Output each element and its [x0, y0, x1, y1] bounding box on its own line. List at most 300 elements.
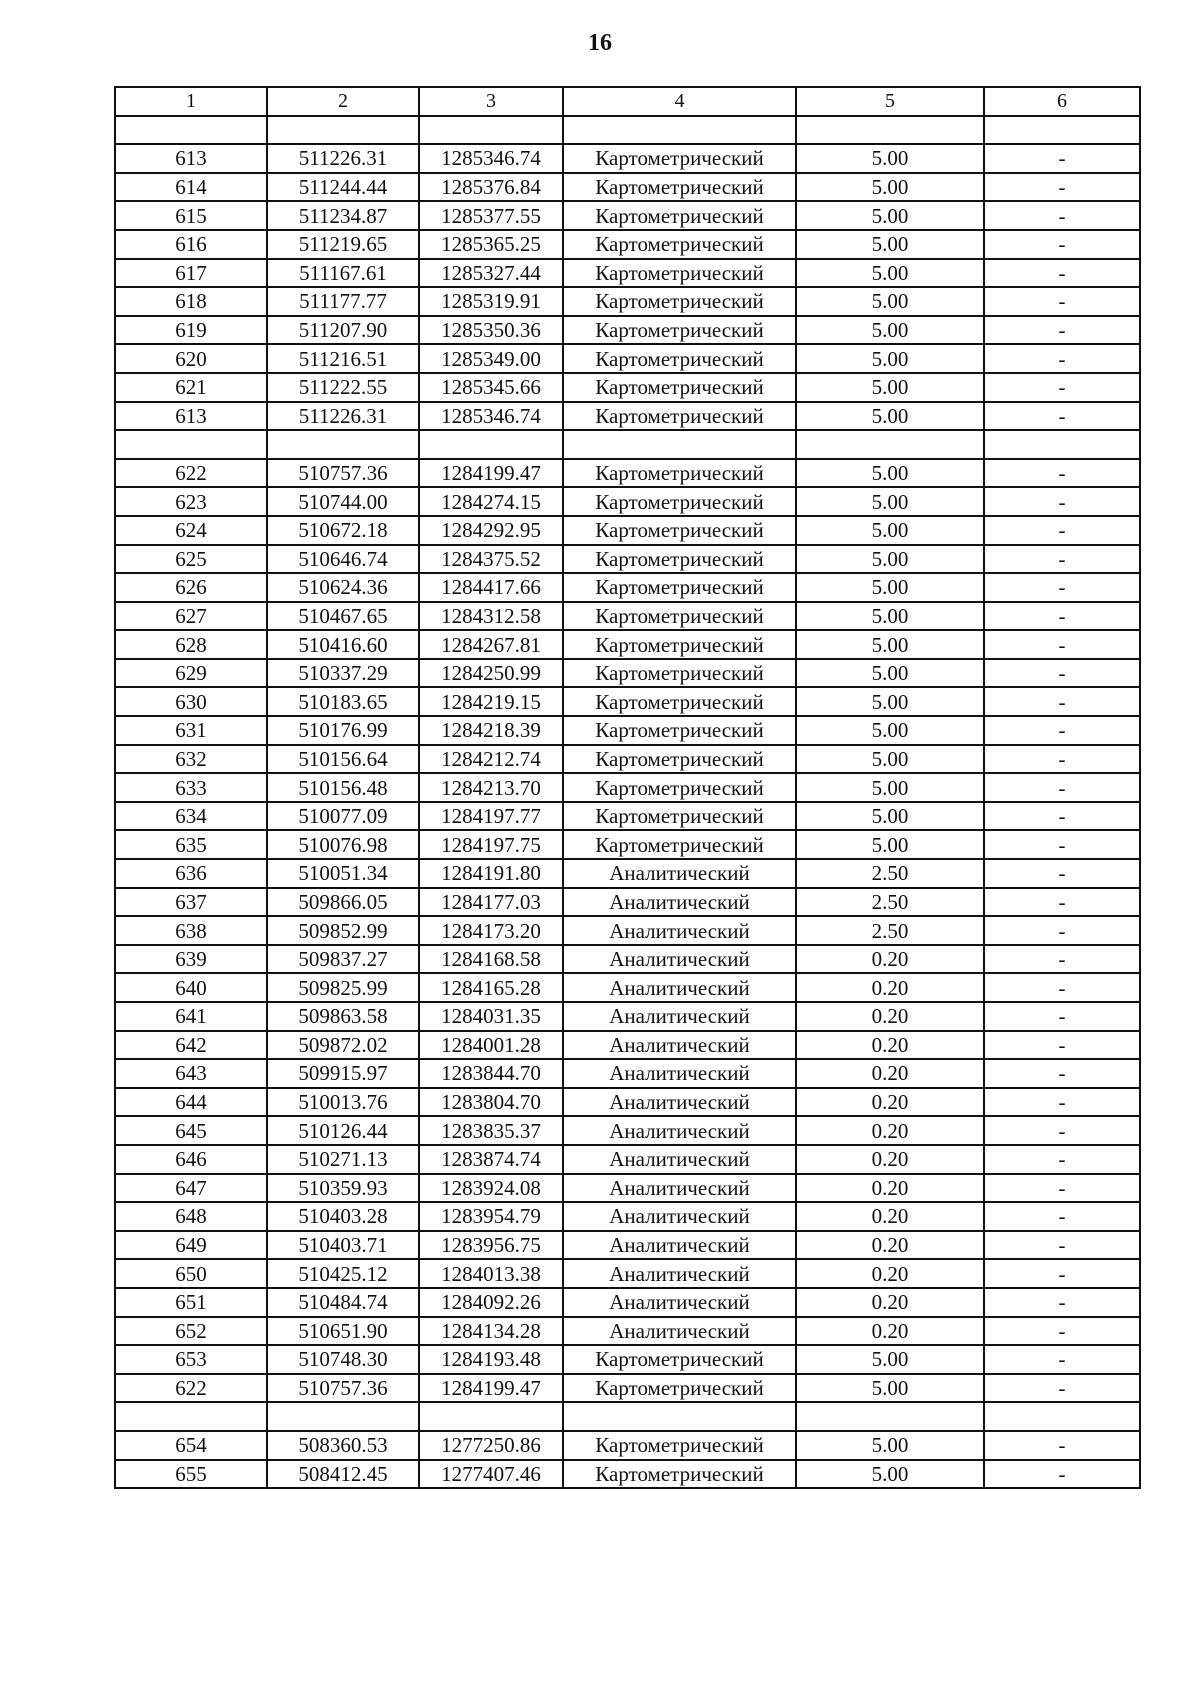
x-coordinate-cell: 511234.87	[267, 201, 419, 230]
accuracy-cell: 5.00	[796, 1345, 984, 1374]
remark-cell: -	[984, 201, 1140, 230]
y-coordinate-cell: 1284165.28	[419, 973, 563, 1002]
accuracy-cell: 2.50	[796, 916, 984, 945]
accuracy-cell: 5.00	[796, 316, 984, 345]
remark-cell: -	[984, 945, 1140, 974]
y-coordinate-cell: 1285346.74	[419, 144, 563, 173]
point-number-cell: 650	[115, 1259, 267, 1288]
point-number-cell: 646	[115, 1145, 267, 1174]
method-cell: Картометрический	[563, 1345, 796, 1374]
x-coordinate-cell: 511219.65	[267, 230, 419, 259]
table-row	[115, 659, 1140, 688]
point-number-cell: 652	[115, 1317, 267, 1346]
point-number-cell: 622	[115, 459, 267, 488]
point-number-cell: 613	[115, 144, 267, 173]
remark-cell: -	[984, 144, 1140, 173]
table-row	[115, 1374, 1140, 1403]
method-cell: Картометрический	[563, 716, 796, 745]
table-row	[115, 745, 1140, 774]
y-coordinate-cell: 1285346.74	[419, 402, 563, 431]
point-number-cell: 627	[115, 602, 267, 631]
point-number-cell: 630	[115, 687, 267, 716]
remark-cell: -	[984, 402, 1140, 431]
accuracy-cell: 0.20	[796, 1031, 984, 1060]
method-cell: Картометрический	[563, 602, 796, 631]
remark-cell: -	[984, 830, 1140, 859]
x-coordinate-cell: 510646.74	[267, 545, 419, 574]
remark-cell: -	[984, 602, 1140, 631]
x-coordinate-cell: 510337.29	[267, 659, 419, 688]
method-cell: Картометрический	[563, 516, 796, 545]
column-header: 3	[419, 87, 563, 116]
method-cell: Картометрический	[563, 545, 796, 574]
accuracy-cell: 5.00	[796, 802, 984, 831]
y-coordinate-cell: 1277407.46	[419, 1460, 563, 1489]
table-row	[115, 1431, 1140, 1460]
x-coordinate-cell: 509915.97	[267, 1059, 419, 1088]
table-row	[115, 1174, 1140, 1203]
table-row	[115, 1288, 1140, 1317]
y-coordinate-cell: 1284193.48	[419, 1345, 563, 1374]
method-cell: Картометрический	[563, 373, 796, 402]
table-row	[115, 402, 1140, 431]
remark-cell: -	[984, 630, 1140, 659]
method-cell: Картометрический	[563, 201, 796, 230]
x-coordinate-cell: 510051.34	[267, 859, 419, 888]
table-row	[115, 888, 1140, 917]
remark-cell: -	[984, 1231, 1140, 1260]
remark-cell: -	[984, 1431, 1140, 1460]
y-coordinate-cell: 1284267.81	[419, 630, 563, 659]
y-coordinate-cell: 1284219.15	[419, 687, 563, 716]
point-number-cell: 615	[115, 201, 267, 230]
x-coordinate-cell: 510467.65	[267, 602, 419, 631]
remark-cell: -	[984, 545, 1140, 574]
accuracy-cell: 5.00	[796, 630, 984, 659]
accuracy-cell	[796, 116, 984, 145]
accuracy-cell: 5.00	[796, 459, 984, 488]
x-coordinate-cell: 510156.48	[267, 773, 419, 802]
method-cell: Картометрический	[563, 773, 796, 802]
table-row	[115, 1031, 1140, 1060]
x-coordinate-cell: 510672.18	[267, 516, 419, 545]
point-number-cell: 624	[115, 516, 267, 545]
method-cell: Аналитический	[563, 1002, 796, 1031]
y-coordinate-cell: 1285349.00	[419, 344, 563, 373]
point-number-cell: 637	[115, 888, 267, 917]
accuracy-cell: 0.20	[796, 1202, 984, 1231]
column-header: 5	[796, 87, 984, 116]
remark-cell: -	[984, 1202, 1140, 1231]
accuracy-cell: 5.00	[796, 602, 984, 631]
y-coordinate-cell: 1285377.55	[419, 201, 563, 230]
accuracy-cell: 5.00	[796, 402, 984, 431]
method-cell: Картометрический	[563, 402, 796, 431]
x-coordinate-cell: 511207.90	[267, 316, 419, 345]
y-coordinate-cell: 1284218.39	[419, 716, 563, 745]
remark-cell: -	[984, 173, 1140, 202]
remark-cell: -	[984, 1317, 1140, 1346]
table-row	[115, 201, 1140, 230]
method-cell: Картометрический	[563, 316, 796, 345]
table-row	[115, 859, 1140, 888]
column-header: 1	[115, 87, 267, 116]
point-number-cell: 639	[115, 945, 267, 974]
method-cell: Картометрический	[563, 287, 796, 316]
accuracy-cell: 5.00	[796, 1431, 984, 1460]
accuracy-cell: 5.00	[796, 487, 984, 516]
table-row	[115, 573, 1140, 602]
y-coordinate-cell: 1283835.37	[419, 1116, 563, 1145]
y-coordinate-cell: 1284177.03	[419, 888, 563, 917]
remark-cell: -	[984, 716, 1140, 745]
coordinates-table	[114, 86, 1141, 1489]
remark-cell: -	[984, 745, 1140, 774]
accuracy-cell: 5.00	[796, 287, 984, 316]
x-coordinate-cell: 510013.76	[267, 1088, 419, 1117]
x-coordinate-cell: 509852.99	[267, 916, 419, 945]
column-header: 2	[267, 87, 419, 116]
table-row	[115, 1460, 1140, 1489]
point-number-cell: 622	[115, 1374, 267, 1403]
accuracy-cell: 5.00	[796, 830, 984, 859]
x-coordinate-cell: 508360.53	[267, 1431, 419, 1460]
y-coordinate-cell: 1283956.75	[419, 1231, 563, 1260]
table-row	[115, 945, 1140, 974]
page-number: 16	[588, 30, 612, 56]
y-coordinate-cell: 1285350.36	[419, 316, 563, 345]
point-number-cell: 620	[115, 344, 267, 373]
accuracy-cell: 0.20	[796, 1174, 984, 1203]
y-coordinate-cell: 1284212.74	[419, 745, 563, 774]
accuracy-cell: 5.00	[796, 144, 984, 173]
x-coordinate-cell: 510156.64	[267, 745, 419, 774]
table-row	[115, 1231, 1140, 1260]
accuracy-cell: 5.00	[796, 773, 984, 802]
method-cell: Картометрический	[563, 144, 796, 173]
accuracy-cell: 0.20	[796, 973, 984, 1002]
y-coordinate-cell: 1285319.91	[419, 287, 563, 316]
remark-cell	[984, 1402, 1140, 1431]
table-body	[115, 87, 1140, 1488]
point-number-cell: 626	[115, 573, 267, 602]
accuracy-cell: 2.50	[796, 859, 984, 888]
accuracy-cell: 0.20	[796, 1116, 984, 1145]
remark-cell: -	[984, 516, 1140, 545]
point-number-cell: 628	[115, 630, 267, 659]
accuracy-cell: 0.20	[796, 945, 984, 974]
point-number-cell: 648	[115, 1202, 267, 1231]
remark-cell: -	[984, 659, 1140, 688]
remark-cell: -	[984, 373, 1140, 402]
y-coordinate-cell: 1284312.58	[419, 602, 563, 631]
remark-cell	[984, 430, 1140, 459]
accuracy-cell: 5.00	[796, 573, 984, 602]
y-coordinate-cell	[419, 430, 563, 459]
column-header: 6	[984, 87, 1140, 116]
point-number-cell	[115, 430, 267, 459]
remark-cell: -	[984, 487, 1140, 516]
accuracy-cell: 5.00	[796, 516, 984, 545]
y-coordinate-cell: 1283804.70	[419, 1088, 563, 1117]
y-coordinate-cell: 1284274.15	[419, 487, 563, 516]
point-number-cell: 632	[115, 745, 267, 774]
method-cell: Картометрический	[563, 173, 796, 202]
method-cell: Картометрический	[563, 487, 796, 516]
method-cell: Картометрический	[563, 344, 796, 373]
y-coordinate-cell: 1284250.99	[419, 659, 563, 688]
y-coordinate-cell: 1277250.86	[419, 1431, 563, 1460]
method-cell: Картометрический	[563, 659, 796, 688]
y-coordinate-cell: 1284199.47	[419, 459, 563, 488]
table-row	[115, 1259, 1140, 1288]
y-coordinate-cell: 1284199.47	[419, 1374, 563, 1403]
table-row	[115, 1116, 1140, 1145]
y-coordinate-cell: 1284001.28	[419, 1031, 563, 1060]
remark-cell: -	[984, 859, 1140, 888]
point-number-cell: 621	[115, 373, 267, 402]
y-coordinate-cell	[419, 116, 563, 145]
y-coordinate-cell: 1284168.58	[419, 945, 563, 974]
x-coordinate-cell: 511216.51	[267, 344, 419, 373]
accuracy-cell: 5.00	[796, 659, 984, 688]
accuracy-cell: 0.20	[796, 1002, 984, 1031]
point-number-cell: 618	[115, 287, 267, 316]
table-row	[115, 1202, 1140, 1231]
accuracy-cell: 0.20	[796, 1259, 984, 1288]
x-coordinate-cell: 510484.74	[267, 1288, 419, 1317]
remark-cell: -	[984, 459, 1140, 488]
method-cell: Картометрический	[563, 259, 796, 288]
method-cell: Аналитический	[563, 1202, 796, 1231]
y-coordinate-cell: 1284292.95	[419, 516, 563, 545]
table-row	[115, 116, 1140, 145]
table-header-row	[115, 87, 1140, 116]
x-coordinate-cell: 510744.00	[267, 487, 419, 516]
x-coordinate-cell: 511226.31	[267, 402, 419, 431]
method-cell: Аналитический	[563, 1059, 796, 1088]
table-row	[115, 773, 1140, 802]
remark-cell: -	[984, 1088, 1140, 1117]
x-coordinate-cell: 511167.61	[267, 259, 419, 288]
y-coordinate-cell: 1284031.35	[419, 1002, 563, 1031]
method-cell: Аналитический	[563, 1317, 796, 1346]
x-coordinate-cell: 510359.93	[267, 1174, 419, 1203]
method-cell: Аналитический	[563, 945, 796, 974]
y-coordinate-cell: 1284417.66	[419, 573, 563, 602]
point-number-cell: 636	[115, 859, 267, 888]
point-number-cell: 617	[115, 259, 267, 288]
point-number-cell: 613	[115, 402, 267, 431]
point-number-cell: 641	[115, 1002, 267, 1031]
point-number-cell: 625	[115, 545, 267, 574]
table-row	[115, 487, 1140, 516]
method-cell	[563, 430, 796, 459]
method-cell: Картометрический	[563, 573, 796, 602]
remark-cell: -	[984, 1031, 1140, 1060]
point-number-cell: 614	[115, 173, 267, 202]
table-row	[115, 973, 1140, 1002]
remark-cell: -	[984, 573, 1140, 602]
accuracy-cell: 5.00	[796, 687, 984, 716]
method-cell: Аналитический	[563, 1145, 796, 1174]
table-row	[115, 545, 1140, 574]
method-cell: Картометрический	[563, 1374, 796, 1403]
remark-cell: -	[984, 287, 1140, 316]
x-coordinate-cell: 510403.28	[267, 1202, 419, 1231]
remark-cell: -	[984, 1374, 1140, 1403]
remark-cell: -	[984, 802, 1140, 831]
x-coordinate-cell: 510425.12	[267, 1259, 419, 1288]
point-number-cell: 647	[115, 1174, 267, 1203]
method-cell: Аналитический	[563, 1231, 796, 1260]
y-coordinate-cell: 1285365.25	[419, 230, 563, 259]
y-coordinate-cell: 1283954.79	[419, 1202, 563, 1231]
remark-cell: -	[984, 1145, 1140, 1174]
accuracy-cell: 5.00	[796, 173, 984, 202]
x-coordinate-cell: 510403.71	[267, 1231, 419, 1260]
table-row	[115, 173, 1140, 202]
point-number-cell: 616	[115, 230, 267, 259]
method-cell: Картометрический	[563, 1431, 796, 1460]
method-cell: Аналитический	[563, 888, 796, 917]
point-number-cell: 655	[115, 1460, 267, 1489]
table-row	[115, 344, 1140, 373]
method-cell: Аналитический	[563, 1031, 796, 1060]
table-row	[115, 230, 1140, 259]
point-number-cell: 645	[115, 1116, 267, 1145]
point-number-cell: 654	[115, 1431, 267, 1460]
point-number-cell: 619	[115, 316, 267, 345]
point-number-cell	[115, 116, 267, 145]
remark-cell: -	[984, 344, 1140, 373]
y-coordinate-cell: 1284092.26	[419, 1288, 563, 1317]
table-row	[115, 1059, 1140, 1088]
accuracy-cell: 2.50	[796, 888, 984, 917]
x-coordinate-cell: 510416.60	[267, 630, 419, 659]
accuracy-cell: 0.20	[796, 1231, 984, 1260]
y-coordinate-cell: 1284013.38	[419, 1259, 563, 1288]
y-coordinate-cell: 1285345.66	[419, 373, 563, 402]
accuracy-cell: 5.00	[796, 230, 984, 259]
table-row	[115, 1002, 1140, 1031]
y-coordinate-cell: 1284134.28	[419, 1317, 563, 1346]
table-row	[115, 802, 1140, 831]
x-coordinate-cell: 510757.36	[267, 1374, 419, 1403]
remark-cell: -	[984, 1059, 1140, 1088]
table-row	[115, 373, 1140, 402]
remark-cell: -	[984, 1460, 1140, 1489]
method-cell: Аналитический	[563, 1259, 796, 1288]
remark-cell: -	[984, 916, 1140, 945]
remark-cell: -	[984, 230, 1140, 259]
point-number-cell: 631	[115, 716, 267, 745]
remark-cell: -	[984, 1174, 1140, 1203]
remark-cell: -	[984, 1116, 1140, 1145]
x-coordinate-cell: 509863.58	[267, 1002, 419, 1031]
x-coordinate-cell: 509872.02	[267, 1031, 419, 1060]
x-coordinate-cell: 510076.98	[267, 830, 419, 859]
x-coordinate-cell	[267, 116, 419, 145]
x-coordinate-cell: 509866.05	[267, 888, 419, 917]
remark-cell: -	[984, 259, 1140, 288]
table-row	[115, 1345, 1140, 1374]
point-number-cell: 634	[115, 802, 267, 831]
remark-cell: -	[984, 1002, 1140, 1031]
method-cell: Аналитический	[563, 1174, 796, 1203]
x-coordinate-cell: 510757.36	[267, 459, 419, 488]
remark-cell	[984, 116, 1140, 145]
accuracy-cell: 5.00	[796, 1374, 984, 1403]
accuracy-cell: 5.00	[796, 259, 984, 288]
x-coordinate-cell: 509837.27	[267, 945, 419, 974]
remark-cell: -	[984, 1259, 1140, 1288]
x-coordinate-cell: 511177.77	[267, 287, 419, 316]
point-number-cell: 629	[115, 659, 267, 688]
method-cell: Картометрический	[563, 802, 796, 831]
y-coordinate-cell: 1284173.20	[419, 916, 563, 945]
y-coordinate-cell: 1284197.75	[419, 830, 563, 859]
method-cell: Картометрический	[563, 687, 796, 716]
method-cell: Картометрический	[563, 745, 796, 774]
accuracy-cell: 0.20	[796, 1088, 984, 1117]
table-row	[115, 602, 1140, 631]
x-coordinate-cell: 511222.55	[267, 373, 419, 402]
accuracy-cell: 5.00	[796, 1460, 984, 1489]
method-cell: Картометрический	[563, 1460, 796, 1489]
table-row	[115, 1088, 1140, 1117]
x-coordinate-cell: 510651.90	[267, 1317, 419, 1346]
x-coordinate-cell: 510271.13	[267, 1145, 419, 1174]
x-coordinate-cell: 511244.44	[267, 173, 419, 202]
x-coordinate-cell: 508412.45	[267, 1460, 419, 1489]
point-number-cell: 640	[115, 973, 267, 1002]
x-coordinate-cell	[267, 430, 419, 459]
point-number-cell: 643	[115, 1059, 267, 1088]
table-row	[115, 1145, 1140, 1174]
y-coordinate-cell: 1283844.70	[419, 1059, 563, 1088]
y-coordinate-cell: 1284197.77	[419, 802, 563, 831]
x-coordinate-cell: 510183.65	[267, 687, 419, 716]
method-cell: Картометрический	[563, 830, 796, 859]
remark-cell: -	[984, 687, 1140, 716]
point-number-cell: 649	[115, 1231, 267, 1260]
accuracy-cell: 5.00	[796, 344, 984, 373]
method-cell	[563, 1402, 796, 1431]
x-coordinate-cell: 510748.30	[267, 1345, 419, 1374]
x-coordinate-cell: 510176.99	[267, 716, 419, 745]
table-row	[115, 830, 1140, 859]
point-number-cell: 635	[115, 830, 267, 859]
accuracy-cell	[796, 430, 984, 459]
table-row	[115, 630, 1140, 659]
table-row	[115, 287, 1140, 316]
accuracy-cell: 5.00	[796, 745, 984, 774]
accuracy-cell: 5.00	[796, 545, 984, 574]
table-row	[115, 259, 1140, 288]
x-coordinate-cell: 509825.99	[267, 973, 419, 1002]
table-row	[115, 459, 1140, 488]
method-cell: Аналитический	[563, 1116, 796, 1145]
column-header: 4	[563, 87, 796, 116]
remark-cell: -	[984, 1288, 1140, 1317]
point-number-cell: 623	[115, 487, 267, 516]
y-coordinate-cell	[419, 1402, 563, 1431]
accuracy-cell: 0.20	[796, 1317, 984, 1346]
remark-cell: -	[984, 773, 1140, 802]
point-number-cell: 653	[115, 1345, 267, 1374]
y-coordinate-cell: 1285327.44	[419, 259, 563, 288]
